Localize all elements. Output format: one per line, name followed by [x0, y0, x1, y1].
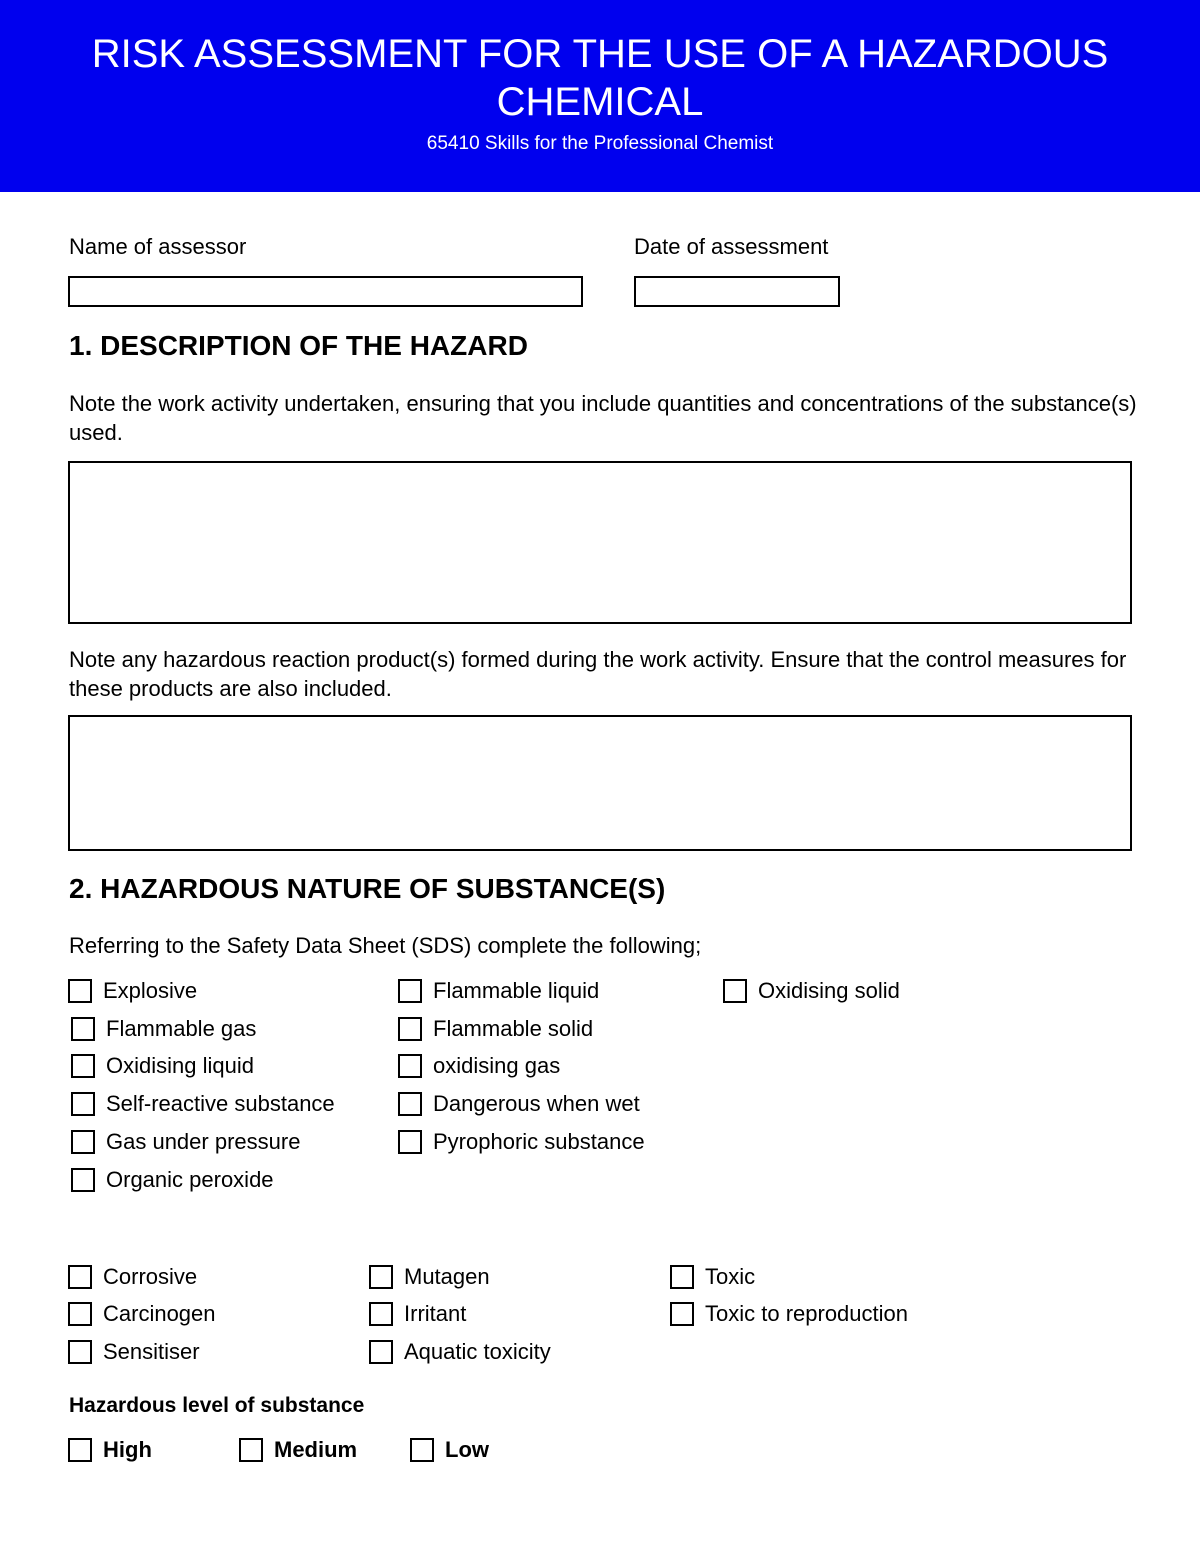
- checkbox-label: Mutagen: [404, 1264, 490, 1289]
- checkbox-label: High: [103, 1437, 152, 1462]
- checkbox-explosive[interactable]: [68, 978, 197, 1004]
- checkbox-box[interactable]: [398, 1092, 422, 1116]
- checkbox-flammable-liquid[interactable]: [398, 978, 599, 1004]
- checkbox-self-reactive[interactable]: [71, 1091, 335, 1117]
- checkbox-label: Dangerous when wet: [433, 1091, 640, 1116]
- checkbox-label: Toxic: [705, 1264, 756, 1289]
- checkbox-label: Flammable solid: [433, 1016, 594, 1041]
- hazard-level-heading: Hazardous level of substance: [69, 1394, 365, 1417]
- checkbox-flammable-gas[interactable]: [71, 1016, 256, 1042]
- checkbox-box[interactable]: [68, 1340, 92, 1364]
- checkbox-label: Oxidising solid: [758, 978, 900, 1003]
- checkbox-box[interactable]: [398, 979, 422, 1003]
- checkbox-label: Self-reactive substance: [106, 1091, 335, 1116]
- checkbox-label: Aquatic toxicity: [404, 1339, 551, 1364]
- section2-heading: 2. HAZARDOUS NATURE OF SUBSTANCE(S): [69, 873, 666, 904]
- checkbox-flammable-solid[interactable]: [398, 1016, 593, 1042]
- checkbox-box[interactable]: [410, 1438, 434, 1462]
- checkbox-oxidising-solid[interactable]: [723, 978, 900, 1004]
- checkbox-box[interactable]: [71, 1054, 95, 1078]
- checkbox-box[interactable]: [68, 1438, 92, 1462]
- checkbox-organic-peroxide[interactable]: [71, 1167, 274, 1193]
- checkbox-box[interactable]: [71, 1168, 95, 1192]
- checkbox-toxic-to-reproduction[interactable]: [670, 1301, 908, 1327]
- reaction-products-textarea[interactable]: [68, 715, 1132, 851]
- checkbox-gas-under-pressure[interactable]: [71, 1129, 300, 1155]
- assessment-date-label: Date of assessment: [634, 234, 829, 259]
- checkbox-oxidising-gas[interactable]: [398, 1053, 560, 1079]
- checkbox-label: Flammable liquid: [433, 978, 600, 1003]
- checkbox-level-low[interactable]: [410, 1437, 489, 1463]
- checkbox-sensitiser[interactable]: [68, 1339, 200, 1365]
- checkbox-irritant[interactable]: [369, 1301, 466, 1327]
- checkbox-label: Toxic to reproduction: [705, 1301, 908, 1326]
- work-activity-textarea[interactable]: [68, 461, 1132, 624]
- checkbox-oxidising-liquid[interactable]: [71, 1053, 254, 1079]
- checkbox-mutagen[interactable]: [369, 1264, 490, 1290]
- checkbox-box[interactable]: [398, 1054, 422, 1078]
- sds-intro: Referring to the Safety Data Sheet (SDS) complete the following;: [69, 933, 702, 958]
- document-title: RISK ASSESSMENT FOR THE USE OF A HAZARDOUS CHEMICAL: [91, 32, 1109, 124]
- assessor-name-label: Name of assessor: [69, 234, 247, 259]
- assessor-name-field[interactable]: [68, 276, 583, 307]
- checkbox-box[interactable]: [369, 1302, 393, 1326]
- checkbox-label: oxidising gas: [433, 1053, 561, 1078]
- checkbox-box[interactable]: [670, 1265, 694, 1289]
- checkbox-box[interactable]: [369, 1265, 393, 1289]
- checkbox-box[interactable]: [71, 1017, 95, 1041]
- reaction-products-note: Note any hazardous reaction product(s) formed during the work activity. Ensure that the control measures for these products are also included.: [69, 647, 1127, 701]
- checkbox-label: Sensitiser: [103, 1339, 200, 1364]
- checkbox-box[interactable]: [239, 1438, 263, 1462]
- checkbox-label: Flammable gas: [106, 1016, 257, 1041]
- checkbox-level-high[interactable]: [68, 1437, 152, 1463]
- checkbox-label: Irritant: [404, 1301, 467, 1326]
- checkbox-label: Medium: [274, 1437, 358, 1462]
- section1-heading: 1. DESCRIPTION OF THE HAZARD: [69, 330, 528, 361]
- checkbox-label: Pyrophoric substance: [433, 1129, 645, 1154]
- checkbox-corrosive[interactable]: [68, 1264, 197, 1290]
- checkbox-label: Oxidising liquid: [106, 1053, 254, 1078]
- checkbox-box[interactable]: [398, 1017, 422, 1041]
- checkbox-aquatic-toxicity[interactable]: [369, 1339, 551, 1365]
- checkbox-box[interactable]: [71, 1092, 95, 1116]
- checkbox-toxic[interactable]: [670, 1264, 755, 1290]
- checkbox-label: Low: [445, 1437, 489, 1462]
- checkbox-label: Corrosive: [103, 1264, 198, 1289]
- checkbox-box[interactable]: [369, 1340, 393, 1364]
- checkbox-carcinogen[interactable]: [68, 1301, 216, 1327]
- activity-note: Note the work activity undertaken, ensuring that you include quantities and concentrations of the substance(s) used.: [69, 391, 1137, 445]
- header-banner: [0, 0, 1200, 192]
- checkbox-box[interactable]: [670, 1302, 694, 1326]
- checkbox-dangerous-when-wet[interactable]: [398, 1091, 640, 1117]
- checkbox-label: Organic peroxide: [106, 1167, 274, 1192]
- checkbox-pyrophoric[interactable]: [398, 1129, 645, 1155]
- checkbox-box[interactable]: [398, 1130, 422, 1154]
- checkbox-box[interactable]: [68, 1302, 92, 1326]
- checkbox-label: Carcinogen: [103, 1301, 216, 1326]
- checkbox-level-medium[interactable]: [239, 1437, 357, 1463]
- checkbox-box[interactable]: [71, 1130, 95, 1154]
- checkbox-box[interactable]: [723, 979, 747, 1003]
- assessment-date-field[interactable]: [634, 276, 840, 307]
- checkbox-box[interactable]: [68, 979, 92, 1003]
- checkbox-label: Explosive: [103, 978, 198, 1003]
- document-subtitle: 65410 Skills for the Professional Chemist: [426, 133, 774, 154]
- checkbox-label: Gas under pressure: [106, 1129, 301, 1154]
- checkbox-box[interactable]: [68, 1265, 92, 1289]
